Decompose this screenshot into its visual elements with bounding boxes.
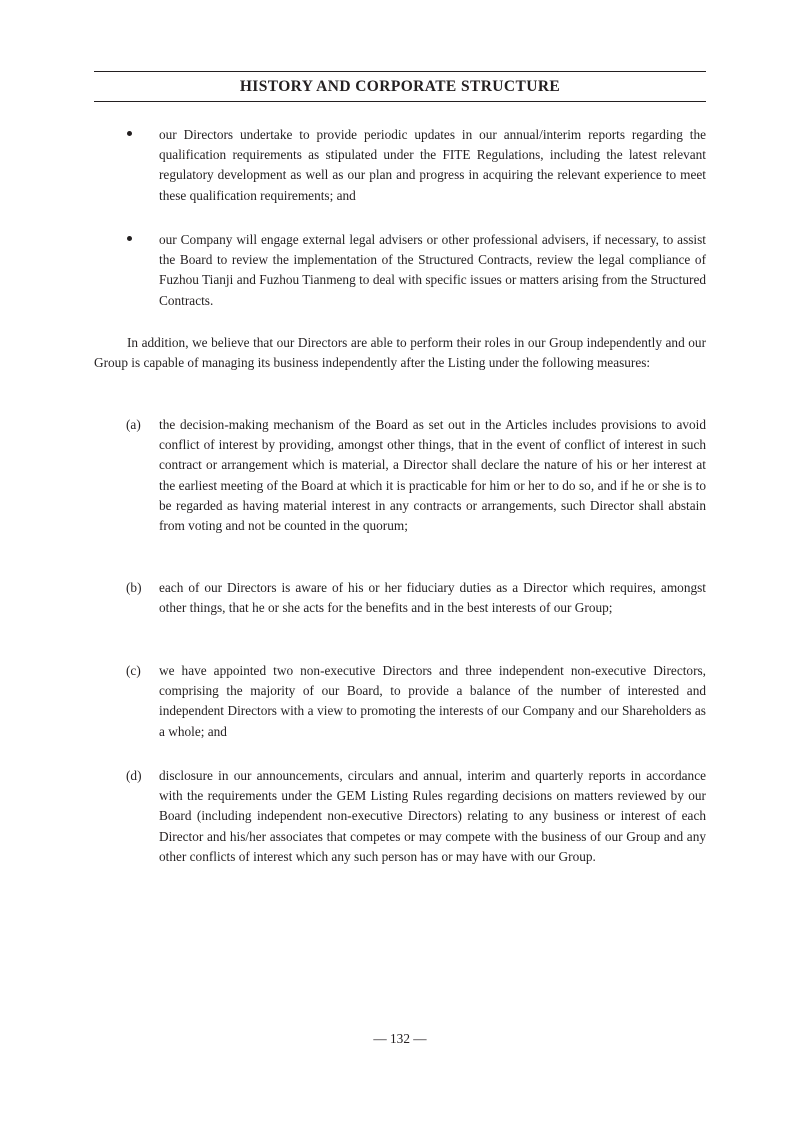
bullet-point-icon <box>127 236 132 241</box>
measure-paragraph-a: the decision-making mechanism of the Board as set out in the Articles includes provisions to avoid conflict of interest by providing, amongst other things, that in the event of conflict of interest in such contract or arrangement which is material, a Director shall declare the nature of his or her interest at the earliest meeting of the Board at which it is practicable for him or her to do so, and if he or she is to be regarded as having material interest in any contracts or arrangements, such Director shall abstain from voting and not be counted in the quorum; <box>159 417 706 534</box>
measure-paragraph-c: we have appointed two non-executive Directors and three independent non-executive Directors, comprising the majority of our Board, to provide a balance of the number of interested and independent Directors with a view to promoting the interests of our Company and our Shareholders as a whole; and <box>159 663 706 739</box>
measure-paragraph-d: disclosure in our announcements, circulars and annual, interim and quarterly reports in accordance with the requirements under the GEM Listing Rules regarding decisions on matters reviewed by our Board (including independent non-executive Directors) relating to any business or interest of each Director and his/her associates that competes or may compete with the business of our Group and any other conflicts of interest which any such person has or may have with our Group. <box>159 768 706 864</box>
measure-label-d: (d) <box>126 768 142 783</box>
bullet-paragraph-directors-updates: our Directors undertake to provide periodic updates in our annual/interim reports regarding the qualification requirements as stipulated under the FITE Regulations, including the latest relevant regulatory development as well as our plan and progress in acquiring the relevant experience to meet these qualification requirements; and <box>159 127 706 203</box>
measure-paragraph-b: each of our Directors is aware of his or her fiduciary duties as a Director which requires, amongst other things, that he or she acts for the benefits and in the best interests of our Group; <box>159 580 706 616</box>
measure-label-a: (a) <box>126 417 141 432</box>
intro-paragraph: In addition, we believe that our Directors are able to perform their roles in our Group independently and our Group is capable of managing its business independently after the Listing under the following measures: <box>94 335 706 371</box>
page-header-title: HISTORY AND CORPORATE STRUCTURE <box>239 78 561 95</box>
header-top-rule <box>94 71 706 72</box>
header-bottom-rule <box>94 101 706 102</box>
bullet-point-icon <box>127 131 132 136</box>
bullet-paragraph-external-advisers: our Company will engage external legal advisers or other professional advisers, if necessary, to assist the Board to review the implementation of the Structured Contracts, review the legal compliance of Fuzhou Tianji and Fuzhou Tianmeng to deal with specific issues or matters arising from the Structured Contracts. <box>159 232 706 308</box>
measure-label-c: (c) <box>126 663 141 678</box>
page-number: — 132 — <box>373 1031 427 1046</box>
measure-label-b: (b) <box>126 580 142 595</box>
